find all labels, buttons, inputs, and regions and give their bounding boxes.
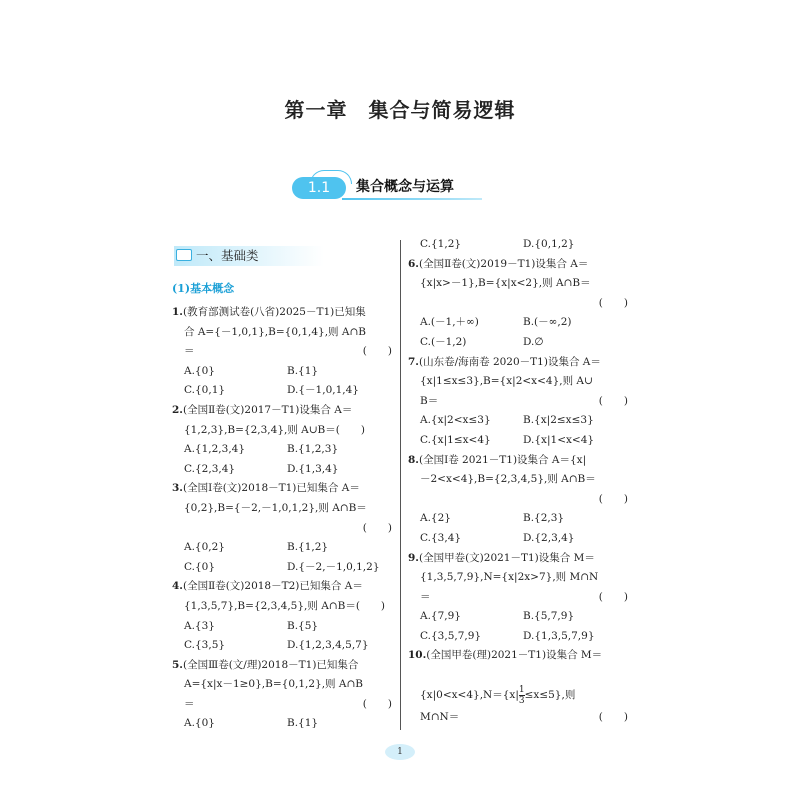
option-row (408, 313, 632, 333)
question-continuation (172, 421, 396, 441)
option: B.{x|2≤x≤3} (523, 414, 594, 427)
question-number: 10. (408, 649, 427, 662)
question-text: ＝ (420, 590, 431, 603)
q10-last: M∩N＝ (420, 711, 460, 723)
option: A.{0} (184, 364, 215, 377)
question-continuation (408, 294, 632, 314)
question-number: 3. (172, 482, 183, 495)
blackboard-icon (176, 249, 192, 261)
question-line (408, 646, 632, 666)
page-number: 1 (385, 744, 415, 760)
answer-blank: ( ) (598, 394, 628, 407)
section-underline (342, 198, 482, 200)
question-text: －2<x<4},B={2,3,4,5},则 A∩B＝ (420, 473, 596, 486)
question-continuation (172, 695, 396, 715)
section-header (290, 174, 640, 200)
option: A.{2} (420, 512, 451, 525)
question-number: 2. (172, 403, 183, 416)
question-text: (全国Ⅰ卷(文)2018－T1)已知集合 A＝ (182, 482, 360, 495)
option: B.{5,7,9} (523, 610, 575, 623)
option: C.{x|1≤x<4} (420, 433, 491, 446)
question-continuation (172, 323, 396, 343)
option-row (172, 362, 396, 382)
question-text: (山东卷/海南卷 2020－T1)设集合 A＝ (418, 355, 601, 368)
question-text: {x|x>－1},B={x|x<2},则 A∩B＝ (420, 277, 591, 290)
question-continuation (408, 568, 632, 588)
question-text: ＝ (184, 345, 195, 358)
question-continuation (408, 588, 632, 608)
question-number: 9. (408, 551, 419, 564)
option-row (408, 235, 632, 255)
option: A.{x|2<x≤3} (420, 414, 491, 427)
option: C.{3,5} (184, 639, 226, 652)
question-continuation (172, 675, 396, 695)
option: B.{5} (287, 619, 319, 632)
option: A.{7,9} (420, 610, 461, 623)
option-row (408, 431, 632, 451)
question-continuation (172, 342, 396, 362)
option: D.{1,3,5,7,9} (523, 629, 595, 642)
option: A.(－1,＋∞) (420, 316, 479, 329)
section-title: 集合概念与运算 (356, 179, 454, 195)
option: A.{0,2} (184, 541, 225, 554)
question-number: 7. (408, 355, 419, 368)
option: D.{0,1,2} (523, 238, 575, 250)
answer-blank: ( ) (362, 521, 392, 534)
option: D.{1,2,3,4,5,7} (287, 639, 369, 652)
question-text: ＝ (184, 697, 195, 710)
option: B.(－∞,2) (523, 316, 572, 329)
question-text: (教育部测试卷(八省)2025－T1)已知集 (182, 306, 366, 318)
question-line (172, 479, 396, 499)
question-text: {0,2},B={－2,－1,0,1,2},则 A∩B＝ (184, 501, 367, 514)
question-line (408, 255, 632, 275)
option: C.{0,1} (184, 384, 226, 397)
option: C.{0} (184, 560, 216, 573)
q10-text: {x|0<x<4},N＝{x| (420, 689, 519, 701)
option-row (172, 440, 396, 460)
question-text: (全国甲卷(文)2021－T1)设集合 M＝ (418, 551, 595, 564)
option: D.{x|1<x<4} (523, 433, 595, 446)
option-row (408, 607, 632, 627)
option: C.{1,2} (420, 238, 462, 250)
question-10-continued (408, 682, 632, 728)
question-continuation (408, 470, 632, 490)
answer-blank: ( ) (598, 711, 628, 723)
option: A.{1,2,3,4} (184, 443, 246, 456)
option: A.{0} (184, 717, 215, 730)
question-text: A={x|x－1≥0},B={0,1,2},则 A∩B (184, 678, 363, 691)
question-text: (全国Ⅱ卷(文)2017－T1)设集合 A＝ (182, 403, 353, 416)
option: D.{2,3,4} (523, 531, 575, 544)
question-continuation (408, 392, 632, 412)
question-line (172, 656, 396, 676)
column-divider (400, 240, 401, 730)
answer-blank: ( ) (362, 345, 392, 358)
option-row (172, 714, 396, 734)
question-continuation (172, 519, 396, 539)
option: B.{1,2} (287, 541, 329, 554)
option: D.{1,3,4} (287, 462, 339, 475)
question-text: (全国Ⅲ卷(文/理)2018－T1)已知集合 (182, 658, 359, 671)
question-number: 6. (408, 257, 419, 270)
option-row (408, 333, 632, 353)
question-continuation (408, 490, 632, 510)
option-row (408, 411, 632, 431)
option-row (408, 627, 632, 647)
question-text: 合 A={－1,0,1},B={0,1,4},则 A∩B (184, 325, 366, 338)
subcategory-heading: (1)基本概念 (172, 282, 235, 295)
left-column (172, 303, 396, 734)
question-text: {1,2,3},B={2,3,4},则 A∪B＝( ) (184, 423, 365, 436)
answer-blank: ( ) (598, 492, 628, 505)
question-continuation (408, 372, 632, 392)
question-number: 8. (408, 453, 419, 466)
question-text: (全国Ⅰ卷 2021－T1)设集合 A＝{x| (418, 453, 587, 466)
option-row (172, 538, 396, 558)
option: C.{2,3,4} (184, 462, 236, 475)
option: A.{3} (184, 619, 215, 632)
option-row (172, 460, 396, 480)
question-continuation (172, 499, 396, 519)
option: B.{1,2,3} (287, 443, 339, 456)
question-text: {1,3,5,7,9},N={x|2x>7},则 M∩N (420, 571, 599, 584)
q10-text-end: ≤x≤5},则 (524, 689, 576, 701)
answer-blank: ( ) (362, 697, 392, 710)
question-text: {x|1≤x≤3},B={x|2<x<4},则 A∪ (420, 375, 593, 388)
answer-blank: ( ) (598, 296, 628, 309)
option: B.{2,3} (523, 512, 565, 525)
option: C.(－1,2) (420, 335, 467, 348)
question-text: (全国Ⅱ卷(文)2018－T2)已知集合 A＝ (182, 580, 363, 593)
option: D.∅ (523, 335, 544, 348)
option: B.{1} (287, 364, 319, 377)
option: C.{3,5,7,9} (420, 629, 482, 642)
question-number: 5. (172, 658, 183, 671)
chapter-title: 第一章 集合与简易逻辑 (284, 98, 516, 122)
question-line (408, 549, 632, 569)
question-line (172, 401, 396, 421)
question-line (408, 353, 632, 373)
option: D.{－1,0,1,4} (287, 384, 359, 397)
option: B.{1} (287, 717, 319, 730)
question-number: 1. (172, 306, 183, 318)
question-line (172, 303, 396, 323)
right-column (408, 235, 632, 666)
option-row (172, 381, 396, 401)
question-number: 4. (172, 580, 183, 593)
section-number: 1.1 (292, 177, 346, 199)
question-line (172, 577, 396, 597)
option: D.{－2,－1,0,1,2} (287, 560, 380, 573)
question-text: (全国甲卷(理)2021－T1)设集合 M＝ (426, 649, 603, 662)
option-row (172, 617, 396, 637)
question-text: B＝ (420, 394, 439, 407)
question-continuation (172, 597, 396, 617)
question-text: (全国Ⅱ卷(文)2019－T1)设集合 A＝ (418, 257, 589, 270)
question-line (408, 451, 632, 471)
category-heading (174, 246, 324, 266)
option-row (172, 636, 396, 656)
question-continuation (408, 274, 632, 294)
option-row (172, 558, 396, 578)
option-row (408, 529, 632, 549)
answer-blank: ( ) (598, 590, 628, 603)
question-text: {1,3,5,7},B={2,3,4,5},则 A∩B＝( ) (184, 599, 386, 612)
option-row (408, 509, 632, 529)
fraction: $\frac{1}{3}$ (518, 684, 525, 706)
category-label: 一、基础类 (196, 248, 259, 263)
option: C.{3,4} (420, 531, 462, 544)
